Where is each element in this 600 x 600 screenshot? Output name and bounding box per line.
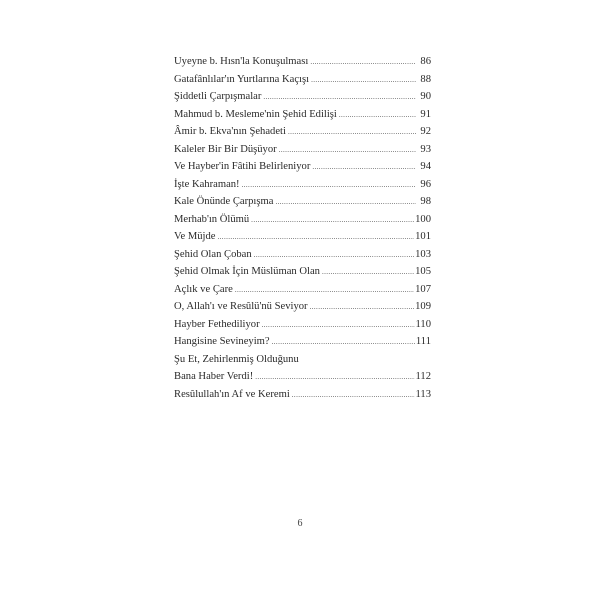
dot-leader — [312, 164, 416, 171]
toc-entry-page: 103 — [415, 248, 431, 260]
dot-leader — [272, 339, 415, 346]
toc-entry-title: Ve Hayber'in Fâtihi Belirleniyor — [174, 161, 311, 172]
dot-leader — [218, 234, 415, 241]
toc-entry-page: 91 — [420, 108, 431, 120]
toc-entry — [174, 196, 431, 214]
toc-entry-title: Şu Et, Zehirlenmiş Olduğunu — [174, 353, 299, 365]
dot-leader — [254, 252, 414, 259]
toc-entry-title: Şiddetli Çarpışmalar — [174, 91, 262, 102]
toc-entry — [174, 284, 431, 302]
dot-leader — [288, 129, 416, 136]
toc-entry-title: Gatafânlılar'ın Yurtlarına Kaçışı — [174, 73, 310, 85]
toc-entry — [174, 319, 431, 337]
toc-entry-page: 96 — [420, 178, 431, 190]
page-number: 6 — [297, 518, 303, 529]
toc-entry-page: 86 — [420, 56, 431, 67]
toc-entry-page: 109 — [415, 301, 431, 312]
toc-entry — [174, 214, 431, 232]
toc-entry — [174, 56, 431, 74]
dot-leader — [310, 59, 416, 66]
toc-entry-title: Merhab'ın Ölümü — [174, 213, 250, 225]
toc-entry-page: 94 — [420, 161, 431, 172]
toc-entry-title: Âmir b. Ekva'nın Şehadeti — [174, 126, 286, 137]
toc-entry — [174, 371, 431, 389]
toc-entry — [174, 126, 431, 144]
toc-entry-title: Açlık ve Çare — [174, 283, 233, 295]
toc-entry-page: 100 — [415, 213, 431, 225]
toc-entry-page: 92 — [420, 126, 431, 137]
toc-entry-title: Hangisine Sevineyim? — [174, 336, 270, 347]
toc-entry-page: 98 — [420, 196, 431, 207]
toc-entry-title: Resûlullah'ın Af ve Keremi — [174, 388, 290, 400]
toc-entry-title: Hayber Fethediliyor — [174, 318, 260, 330]
toc-entry — [174, 144, 431, 162]
toc-entry — [174, 336, 431, 354]
toc-entry-title: Bana Haber Verdi! — [174, 371, 254, 382]
toc-entry — [174, 301, 431, 319]
toc-entry-title: Ve Müjde — [174, 231, 216, 242]
toc-entry-page: 93 — [420, 143, 431, 155]
toc-entry — [174, 179, 431, 197]
toc-entry — [174, 74, 431, 92]
toc-entry-page: 88 — [420, 73, 431, 85]
toc-entry — [174, 231, 431, 249]
toc-entry-title: Mahmud b. Mesleme'nin Şehid Edilişi — [174, 108, 337, 120]
toc-entry-title: Uyeyne b. Hısn'la Konuşulması — [174, 56, 309, 67]
toc-entry-page: 113 — [415, 388, 431, 400]
dot-leader — [235, 287, 414, 294]
toc-entry-title: Şehid Olmak İçin Müslüman Olan — [174, 266, 320, 277]
toc-entry — [174, 249, 431, 267]
toc-entry-continued-title — [174, 354, 431, 372]
dot-leader — [322, 269, 414, 276]
dot-leader — [263, 94, 416, 101]
toc-entry — [174, 161, 431, 179]
dot-leader — [310, 304, 415, 311]
toc-entry-title: O, Allah'ı ve Resûlü'nü Seviyor — [174, 301, 308, 312]
toc-entry-title: Kaleler Bir Bir Düşüyor — [174, 143, 277, 155]
toc-entry-title: İşte Kahraman! — [174, 178, 240, 190]
toc-entry-page: 111 — [415, 336, 431, 347]
dot-leader — [311, 77, 416, 84]
dot-leader — [279, 147, 416, 154]
toc-entry-page: 101 — [415, 231, 431, 242]
dot-leader — [242, 182, 416, 189]
toc-entry-page: 107 — [415, 283, 431, 295]
toc-entry-page: 112 — [415, 371, 431, 382]
toc-entry-page: 110 — [415, 318, 431, 330]
dot-leader — [292, 392, 415, 399]
table-of-contents — [174, 56, 431, 406]
dot-leader — [251, 217, 414, 224]
dot-leader — [275, 199, 416, 206]
toc-entry — [174, 266, 431, 284]
toc-entry — [174, 91, 431, 109]
toc-entry — [174, 389, 431, 407]
toc-entry-title: Kale Önünde Çarpışma — [174, 196, 274, 207]
toc-entry — [174, 109, 431, 127]
dot-leader — [262, 322, 415, 329]
dot-leader — [255, 374, 414, 381]
toc-entry-page: 90 — [420, 91, 431, 102]
toc-entry-title: Şehid Olan Çoban — [174, 248, 252, 260]
toc-entry-page: 105 — [415, 266, 431, 277]
dot-leader — [339, 112, 416, 119]
